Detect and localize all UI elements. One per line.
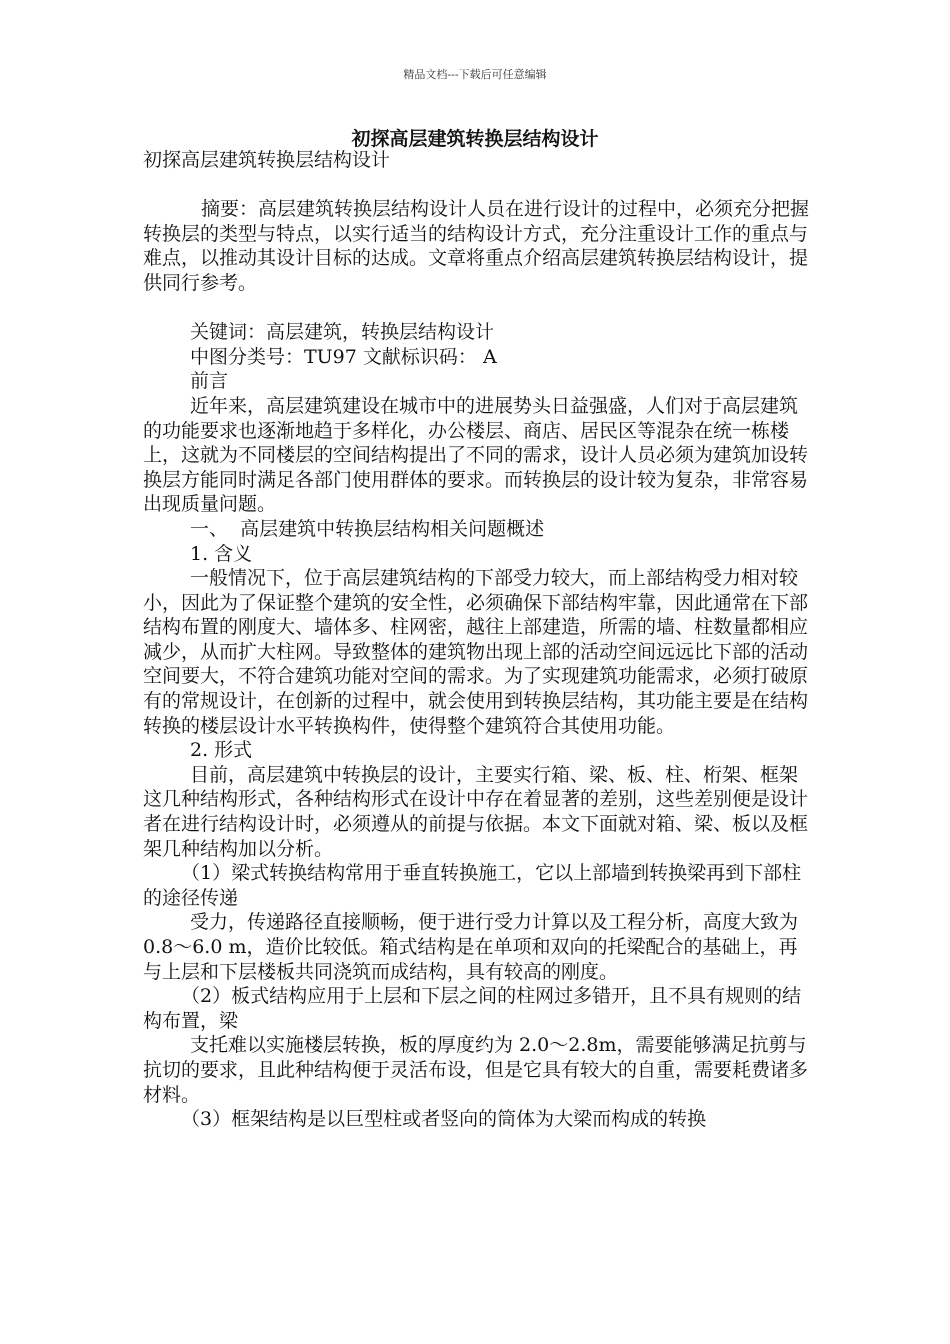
spacer xyxy=(143,173,809,198)
body-paragraph: 目前，高层建筑中转换层的设计，主要实行箱、梁、板、柱、桁架、框架这几种结构形式，各种结构形式在设计中存在着显著的差别，这些差别便是设计者在进行结构设计时，必须遵从的前提与依据。本文下面就对箱、梁、板以及框架几种结构加以分析。 xyxy=(143,763,809,860)
classification-line: 中图分类号：TU97 文献标识码： A xyxy=(190,345,497,368)
preface-paragraph: 近年来，高层建筑建设在城市中的进展势头日益强盛，人们对于高层建筑的功能要求也逐渐地趋于多样化，办公楼层、商店、居民区等混杂在统一栋楼上，这就为不同楼层的空间结构提出了不同的需求，设计人员必须为建筑加设转换层方能同时满足各部门使用群体的要求。而转换层的设计较为复杂，非常容易出现质量问题。 xyxy=(143,394,809,516)
document-body xyxy=(143,148,809,1132)
subsection-heading: 2. 形式 xyxy=(190,739,253,762)
body-paragraph: 一般情况下，位于高层建筑结构的下部受力较大，而上部结构受力相对较小，因此为了保证整个建筑的安全性，必须确保下部结构牢靠，因此通常在下部结构布置的刚度大、墙体多、柱网密，越往上部建造，所需的墙、柱数量都相应减少，从而扩大柱网。导致整体的建筑物出现上部的活动空间远远比下部的活动空间要大，不符合建筑功能对空间的需求。为了实现建筑功能需求，必须打破原有的常规设计，在创新的过程中，就会使用到转换层结构，其功能主要是在结构转换的楼层设计水平转换构件，使得整个建筑符合其使用功能。 xyxy=(143,567,809,737)
spacer xyxy=(143,296,809,321)
list-item-paragraph: （1）梁式转换结构常用于垂直转换施工，它以上部墙到转换梁再到下部柱的途径传递 xyxy=(143,862,802,909)
document-subtitle: 初探高层建筑转换层结构设计 xyxy=(143,149,391,171)
body-paragraph: 受力，传递路径直接顺畅，便于进行受力计算以及工程分析，高度大致为 0.8～6.0 m，造价比较低。箱式结构是在单项和双向的托梁配合的基础上，再与上层和下层楼板共同浇筑而成结构，具有较高的刚度。 xyxy=(143,911,805,983)
body-paragraph: 支托难以实施楼层转换，板的厚度约为 2.0～2.8m，需要能够满足抗剪与抗切的要求，且此种结构便于灵活布设，但是它具有较大的自重，需要耗费诸多材料。 xyxy=(143,1034,809,1106)
section-heading: 一、 高层建筑中转换层结构相关问题概述 xyxy=(190,517,545,540)
document-title: 初探高层建筑转换层结构设计 xyxy=(351,128,599,150)
list-item-paragraph: （3）框架结构是以巨型柱或者竖向的筒体为大梁而构成的转换 xyxy=(181,1108,707,1131)
keywords-line: 关键词：高层建筑，转换层结构设计 xyxy=(190,321,495,344)
abstract-paragraph: 摘要：高层建筑转换层结构设计人员在进行设计的过程中，必须充分把握转换层的类型与特点，以实行适当的结构设计方式，充分注重设计工作的重点与难点，以推动其设计目标的达成。文章将重点介绍高层建筑转换层结构设计，提供同行参考。 xyxy=(143,198,810,294)
preface-heading: 前言 xyxy=(190,370,229,393)
page-header: 精品文档---下载后可任意编辑 xyxy=(403,68,547,81)
subsection-heading: 1. 含义 xyxy=(190,542,253,565)
list-item-paragraph: （2）板式结构应用于上层和下层之间的柱网过多错开，且不具有规则的结构布置，梁 xyxy=(143,985,802,1032)
